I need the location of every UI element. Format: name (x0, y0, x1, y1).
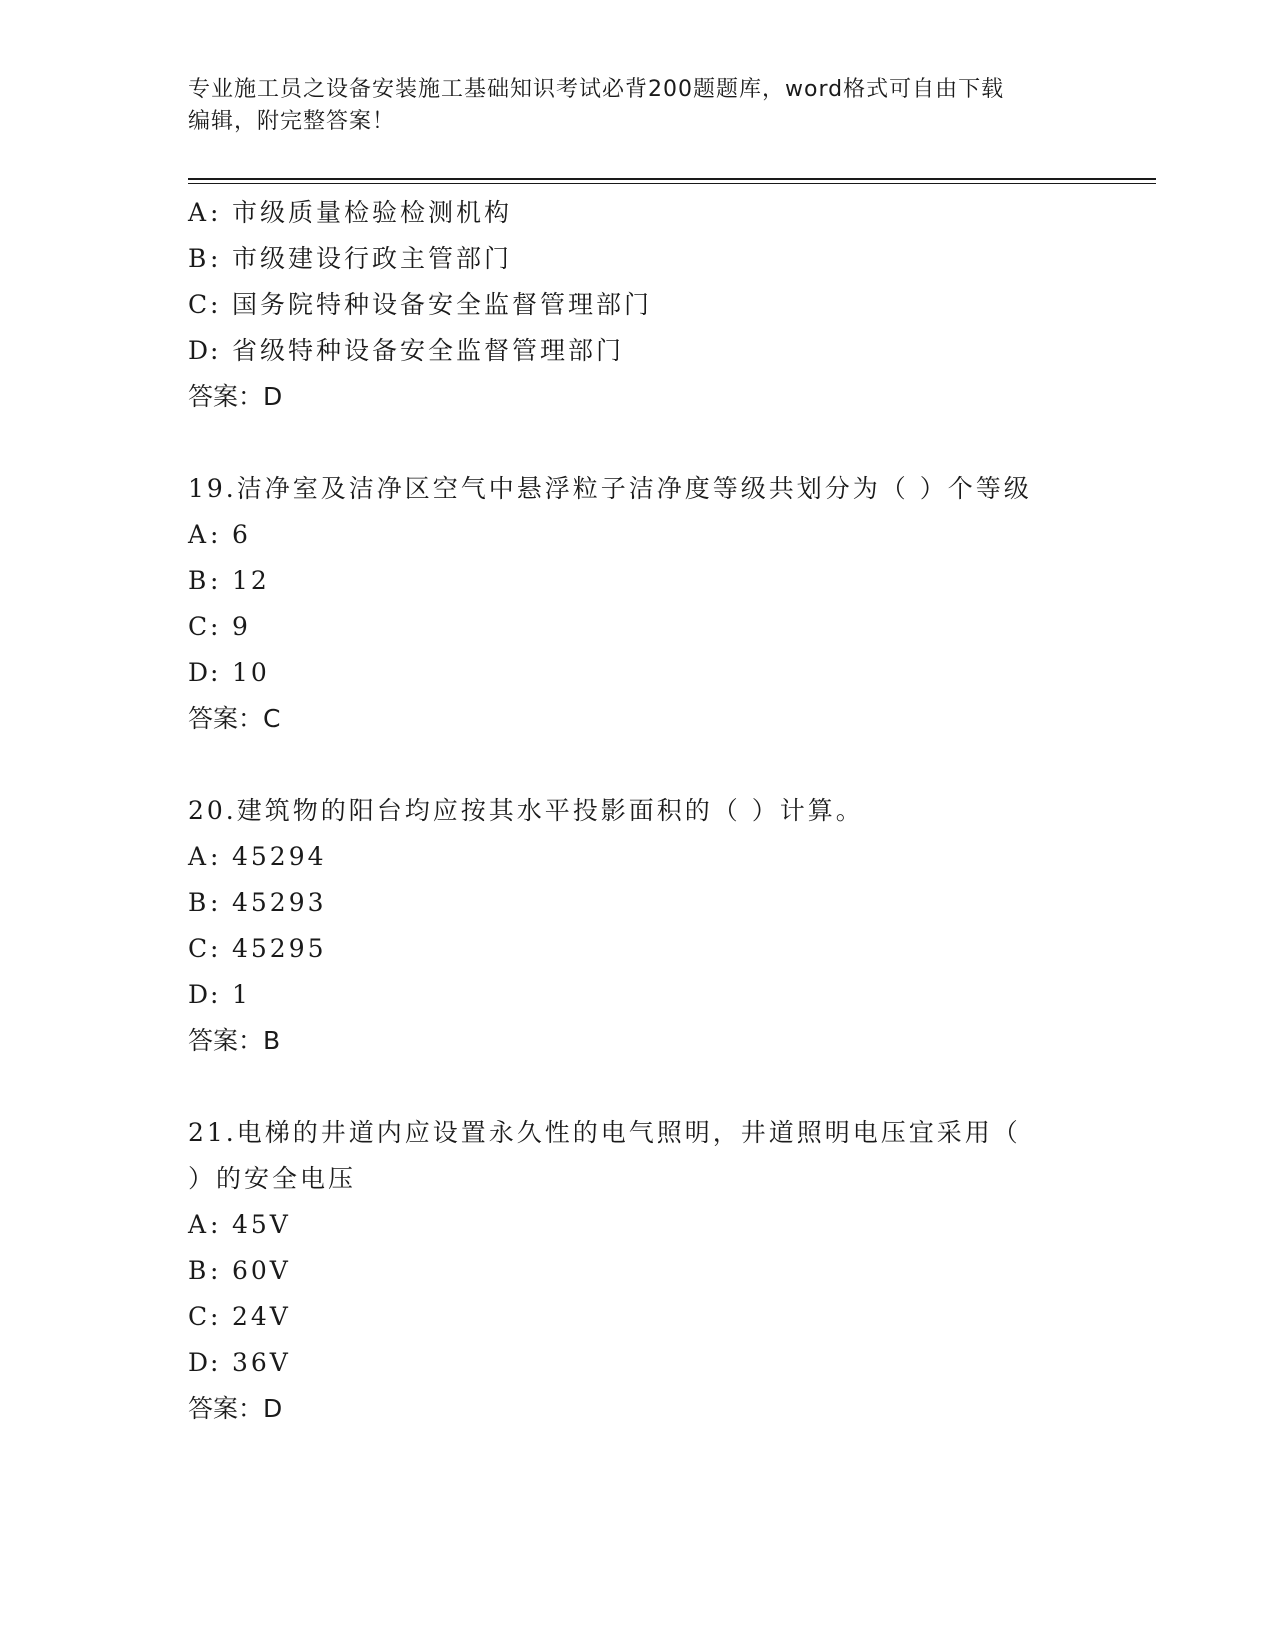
option-b: B: 12 (188, 566, 270, 595)
answer-line: 答案：B (188, 1026, 281, 1055)
option-c: C: 9 (188, 612, 251, 641)
question-title: 20.建筑物的阳台均应按其水平投影面积的（ ）计算。 (188, 796, 864, 825)
header-line-1: 专业施工员之设备安装施工基础知识考试必背200题题库，word格式可自由下载 (188, 77, 1005, 102)
header-divider-thick (188, 178, 1156, 180)
answer-line: 答案：C (188, 704, 281, 733)
option-a: A: 45294 (188, 842, 327, 871)
option-d: D: 省级特种设备安全监督管理部门 (188, 336, 625, 365)
header-divider-thin (188, 183, 1156, 184)
header-line-2: 编辑，附完整答案！ (188, 109, 396, 134)
question-title-line-1: 21.电梯的井道内应设置永久性的电气照明，井道照明电压宜采用（ (188, 1118, 1021, 1147)
option-b: B: 市级建设行政主管部门 (188, 244, 513, 273)
question-title-line-2: ）的安全电压 (188, 1164, 357, 1193)
option-a: A: 市级质量检验检测机构 (188, 198, 513, 227)
answer-line: 答案：D (188, 382, 283, 411)
option-a: A: 45V (188, 1210, 291, 1239)
option-d: D: 1 (188, 980, 251, 1009)
document-header (188, 74, 1088, 138)
question-21 (188, 1110, 1088, 1432)
option-d: D: 10 (188, 658, 270, 687)
question-20 (188, 788, 1088, 1064)
question-title: 19.洁净室及洁净区空气中悬浮粒子洁净度等级共划分为（ ）个等级 (188, 474, 1032, 503)
option-a: A: 6 (188, 520, 251, 549)
question-list (188, 190, 1088, 1432)
answer-line: 答案：D (188, 1394, 283, 1423)
option-c: C: 45295 (188, 934, 327, 963)
option-b: B: 60V (188, 1256, 291, 1285)
option-d: D: 36V (188, 1348, 291, 1377)
option-c: C: 24V (188, 1302, 291, 1331)
question-18 (188, 190, 1088, 420)
option-b: B: 45293 (188, 888, 327, 917)
question-19 (188, 466, 1088, 742)
option-c: C: 国务院特种设备安全监督管理部门 (188, 290, 653, 319)
